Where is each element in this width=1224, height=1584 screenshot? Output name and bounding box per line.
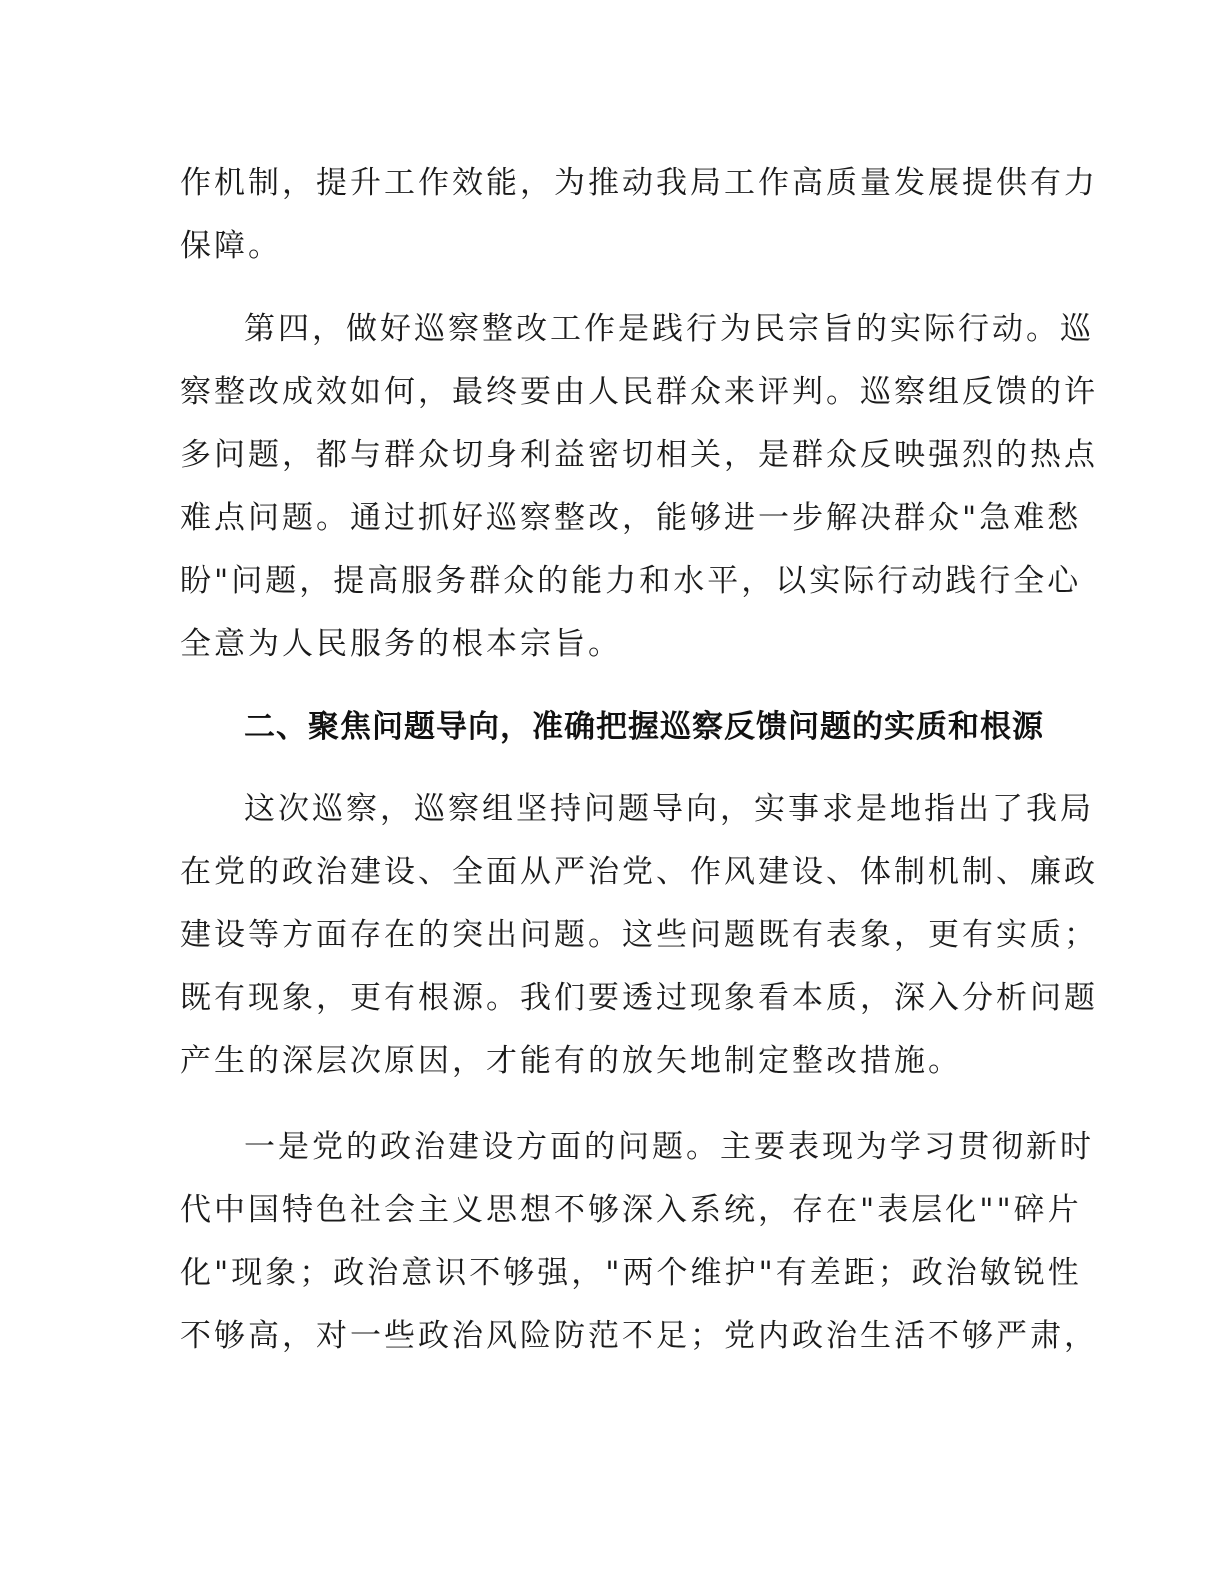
paragraph-inspection	[180, 778, 1098, 1093]
text-line: 产生的深层次原因，才能有的放矢地制定整改措施。	[180, 1043, 962, 1079]
text-line: 多问题，都与群众切身利益密切相关，是群众反映强烈的热点	[180, 437, 1098, 473]
text-line: 代中国特色社会主义思想不够深入系统，存在"表层化""碎片	[180, 1192, 1082, 1228]
text-line: 这次巡察，巡察组坚持问题导向，实事求是地指出了我局	[244, 791, 1094, 827]
section-heading	[180, 696, 1044, 759]
text-line: 化"现象；政治意识不够强，"两个维护"有差距；政治敏锐性	[180, 1255, 1082, 1291]
text-line: 保障。	[180, 228, 282, 264]
section-heading-text: 二、聚焦问题导向，准确把握巡察反馈问题的实质和根源	[244, 709, 1044, 745]
text-line: 盼"问题，提高服务群众的能力和水平，以实际行动践行全心	[180, 563, 1082, 599]
text-line: 难点问题。通过抓好巡察整改，能够进一步解决群众"急难愁	[180, 500, 1082, 536]
text-line: 建设等方面存在的突出问题。这些问题既有表象，更有实质；	[180, 917, 1098, 953]
paragraph-political	[180, 1116, 1098, 1368]
text-line: 一是党的政治建设方面的问题。主要表现为学习贯彻新时	[244, 1129, 1094, 1165]
paragraph-continuation	[180, 152, 1098, 278]
text-line: 第四，做好巡察整改工作是践行为民宗旨的实际行动。巡	[244, 311, 1094, 347]
text-line: 全意为人民服务的根本宗旨。	[180, 626, 622, 662]
paragraph-fourth	[180, 298, 1098, 676]
text-line: 察整改成效如何，最终要由人民群众来评判。巡察组反馈的许	[180, 374, 1098, 410]
text-line: 在党的政治建设、全面从严治党、作风建设、体制机制、廉政	[180, 854, 1098, 890]
text-line: 作机制，提升工作效能，为推动我局工作高质量发展提供有力	[180, 165, 1098, 201]
text-line: 不够高，对一些政治风险防范不足；党内政治生活不够严肃，	[180, 1318, 1098, 1354]
text-line: 既有现象，更有根源。我们要透过现象看本质，深入分析问题	[180, 980, 1098, 1016]
